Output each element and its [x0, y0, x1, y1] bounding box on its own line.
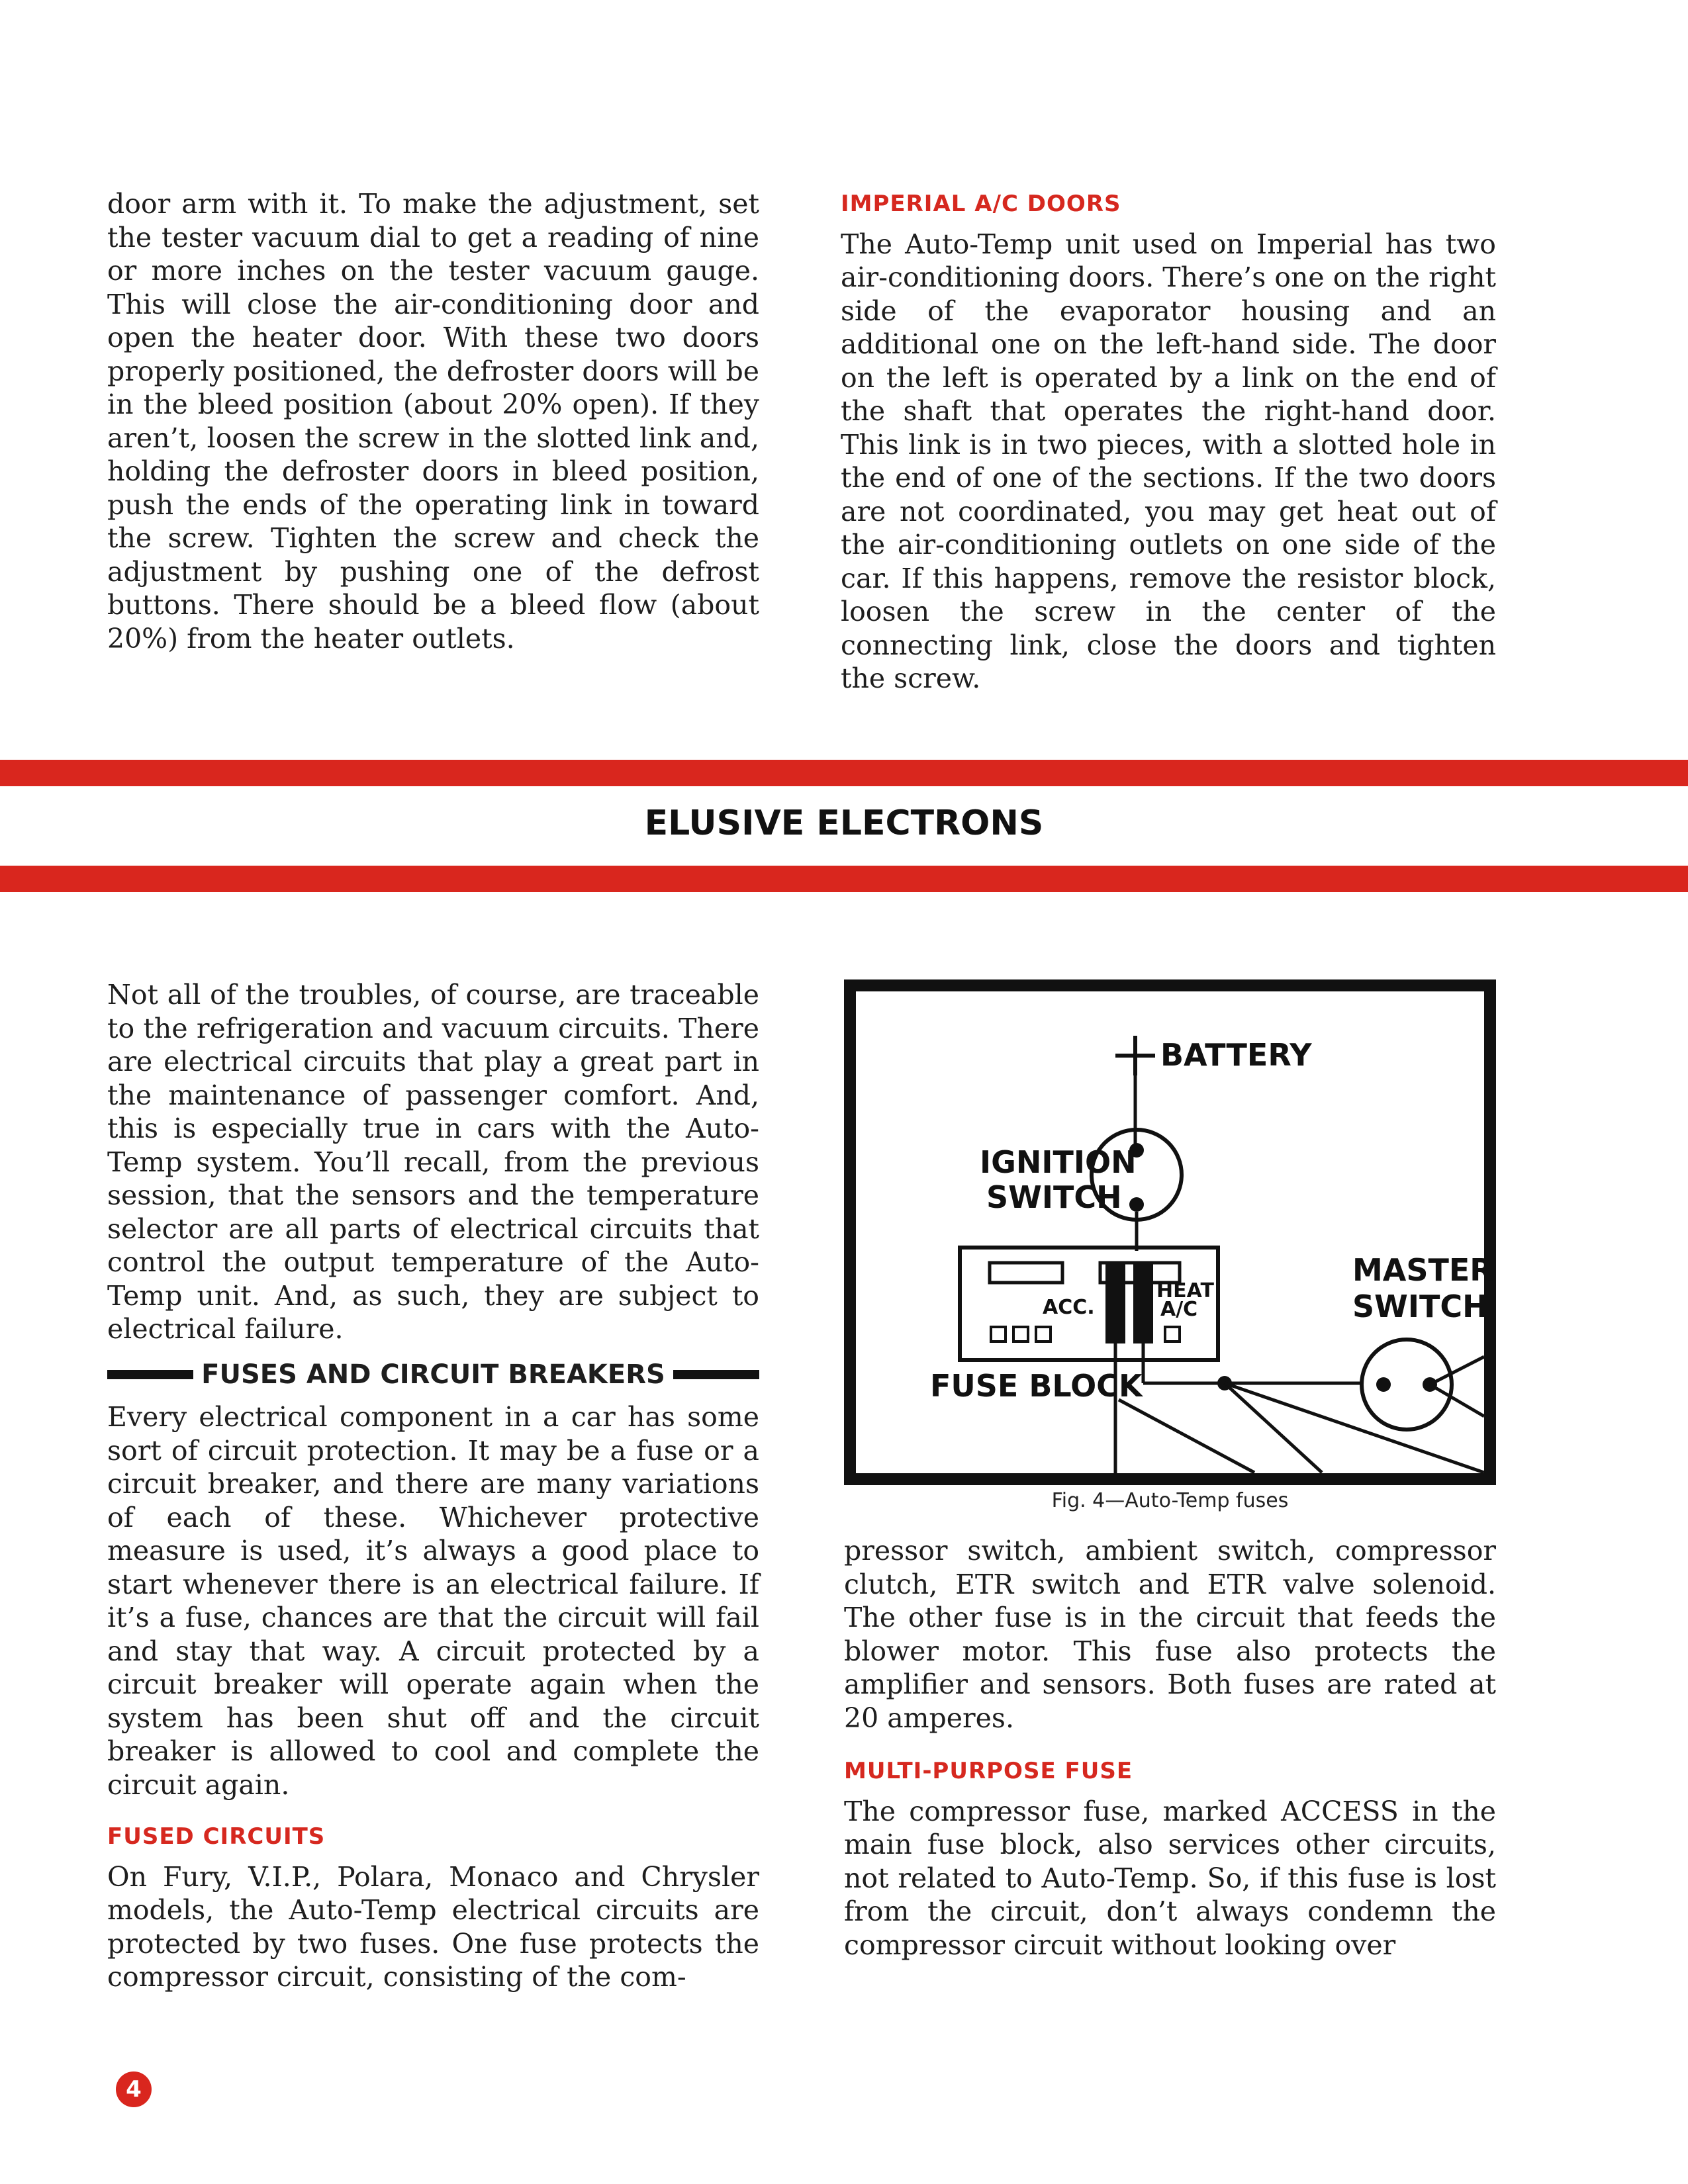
rule-right	[673, 1370, 759, 1379]
lower-left-column	[107, 978, 759, 1994]
top-left-column	[107, 187, 759, 655]
master-contact-left	[1376, 1377, 1391, 1392]
imperial-doors-heading: IMPERIAL A/C DOORS	[841, 191, 1121, 217]
top-left-paragraph: door arm with it. To make the adjustment, set the tester vacuum dial to get a reading of nine or more inches on the tester vacuum gauge. This will close the air-conditioning door and open the heater door. With these two doors properly positioned, the defroster doors will be in the bleed position (about 20% open). If they aren’t, loosen the screw in the slotted link and, holding the defroster doors in bleed position, push the ends of the operating link in toward the screw. Tighten the screw and check the adjustment by pushing one of the defrost buttons. There should be a bleed flow (about 20%) from the heater outlets.	[107, 188, 759, 655]
imperial-doors-paragraph: The Auto-Temp unit used on Imperial has two air-conditioning doors. There’s one on the right side of the evaporator housing and an additional one on the left-hand side. The door on the left is operated by a link on the end of the shaft that operates the right-hand door. This link is in two pieces, with a slotted hole in the end of one of the sections. If the two doors are not coordinated, you may get heat out of the air-conditioning outlets on one side of the car. If this happens, remove the resistor block, loosen the screw in the center of the connecting link, close the doors and tighten the screw.	[841, 228, 1496, 694]
master-label-1: MASTER	[1352, 1252, 1493, 1288]
ignition-label-1: IGNITION	[980, 1144, 1137, 1180]
acc-label: ACC.	[1043, 1296, 1095, 1319]
section-title: ELUSIVE ELECTRONS	[644, 803, 1044, 843]
acc-fuse	[1105, 1264, 1125, 1343]
multi-purpose-fuse-paragraph: The compressor fuse, marked ACCESS in the main fuse block, also services other circuits, not related to Auto-Temp. So, if this fuse is lost from the circuit, don’t always condemn the compressor circuit without looking over	[844, 1795, 1496, 1961]
auto-temp-fuses-diagram	[844, 979, 1496, 1485]
fused-circuits-heading: FUSED CIRCUITS	[107, 1823, 326, 1850]
multi-purpose-fuse-heading: MULTI-PURPOSE FUSE	[844, 1758, 1133, 1784]
ignition-label-2: SWITCH	[986, 1179, 1122, 1215]
fused-circuits-paragraph: On Fury, V.I.P., Polara, Monaco and Chrysler models, the Auto-Temp electrical circuits are protected by two fuses. One fuse protects the compressor circuit, consisting of the com-	[107, 1860, 759, 1993]
intro-paragraph: Not all of the troubles, of course, are traceable to the refrigeration and vacuum circuits. There are electrical circuits that play a great part in the maintenance of passenger comfort. And, this is especially true in cars with the Auto-Temp system. You’ll recall, from the previous session, that the sensors and the temperature selector are all parts of electrical circuits that control the output temperature of the Auto-Temp unit. And, as such, they are subject to electrical failure.	[107, 979, 759, 1345]
ignition-contact-bottom	[1129, 1197, 1144, 1212]
section-band-bottom	[0, 866, 1688, 892]
lower-right-column	[844, 1534, 1496, 1962]
fuse-block-label: FUSE BLOCK	[930, 1368, 1143, 1404]
battery-label: BATTERY	[1160, 1037, 1312, 1073]
heat-fuse	[1133, 1264, 1153, 1343]
fuses-paragraph: Every electrical component in a car has some sort of circuit protection. It may be a fuse or a circuit breaker, and there are many variations of each of these. Whichever protective measure is used, it’s always a good place to start whenever there is an electrical failure. If it’s a fuse, chances are that the circuit will fail and stay that way. A circuit protected by a circuit breaker will operate again when the system has been shut off and the circuit breaker is allowed to cool and complete the circuit again.	[107, 1401, 759, 1801]
ac-label: A/C	[1160, 1298, 1198, 1321]
page-number: 4	[116, 2071, 152, 2107]
rule-left	[107, 1370, 193, 1379]
master-label-2: SWITCH	[1352, 1289, 1488, 1324]
continued-paragraph: pressor switch, ambient switch, compressor clutch, ETR switch and ETR valve solenoid. The other fuse is in the circuit that feeds the blower motor. This fuse also protects the amplifier and sensors. Both fuses are rated at 20 amperes.	[844, 1535, 1496, 1734]
section-band-top	[0, 760, 1688, 786]
fuses-subheading-text: FUSES AND CIRCUIT BREAKERS	[201, 1359, 665, 1390]
fuses-subheading	[107, 1358, 759, 1392]
heat-label: HEAT	[1156, 1279, 1214, 1302]
figure-caption: Fig. 4—Auto-Temp fuses	[1051, 1489, 1289, 1512]
top-right-column	[841, 187, 1496, 696]
